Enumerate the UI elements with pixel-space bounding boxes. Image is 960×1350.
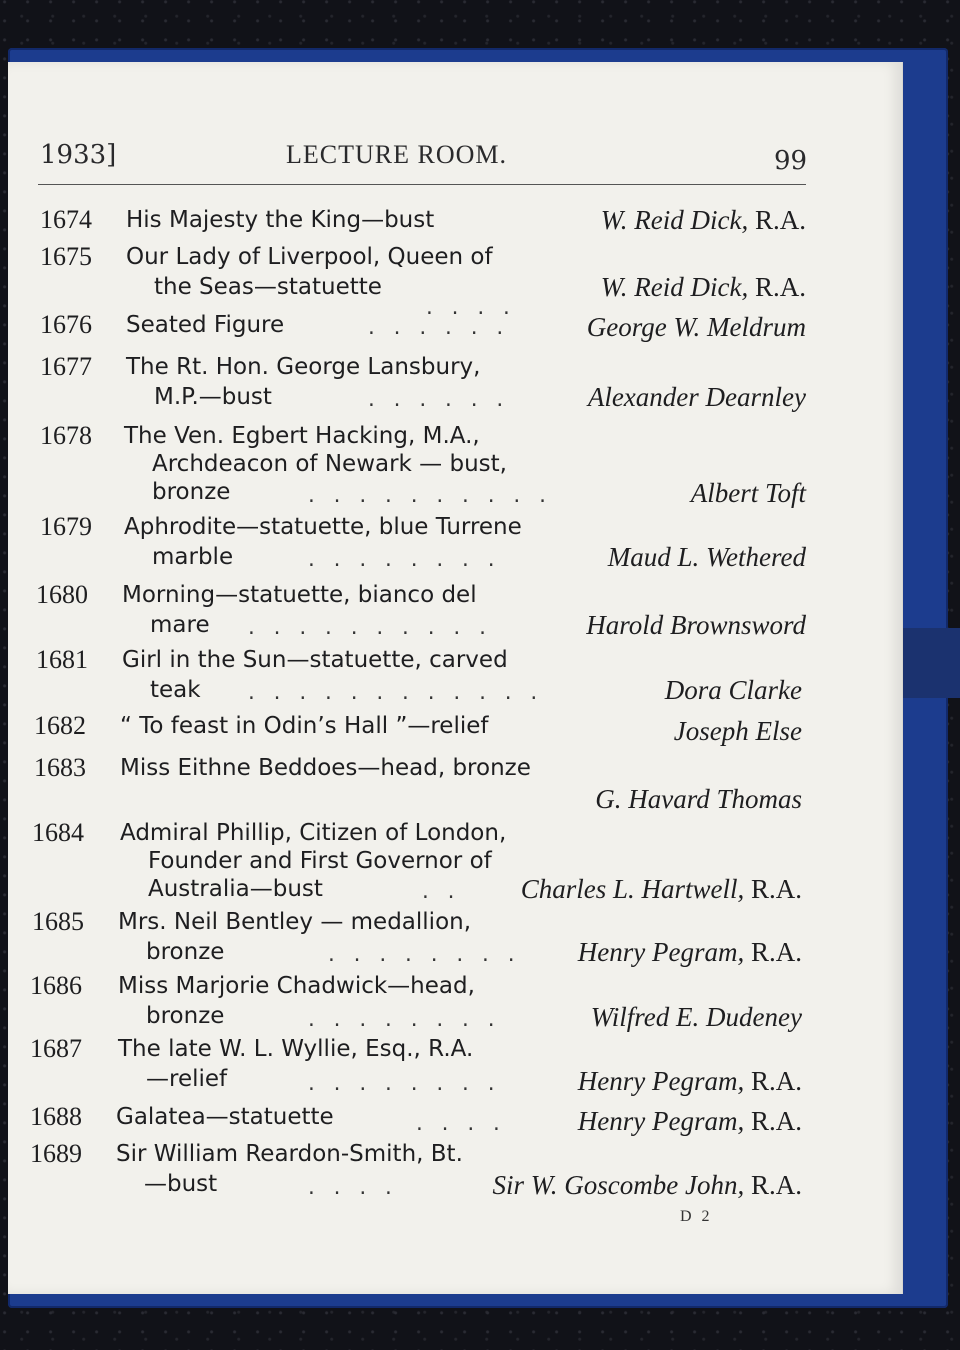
- entry-number: 1677: [40, 352, 92, 381]
- entry-title-line: —bust: [144, 1171, 218, 1197]
- entry-title-line: Galatea—statuette: [116, 1104, 334, 1130]
- leader-dots: . . . .: [424, 298, 514, 319]
- header-year: 1933]: [40, 140, 117, 170]
- artist-name: [674, 716, 802, 746]
- artist-name: [586, 610, 806, 640]
- entry-title-line: Morning—statuette, bianco del: [122, 582, 477, 608]
- entry-title-line: Our Lady of Liverpool, Queen of: [126, 244, 493, 270]
- leader-dots: . . . . . . . .: [306, 1010, 499, 1031]
- leader-dots: . . . .: [306, 1178, 396, 1199]
- entry-number: 1681: [36, 645, 88, 674]
- artist-name-text: Henry Pegram,: [577, 1106, 745, 1136]
- artist-honour: R.A.: [744, 1106, 802, 1136]
- entry-title-line: His Majesty the King—bust: [126, 207, 435, 233]
- artist-name: [587, 312, 806, 342]
- entry-title-line: “ To feast in Odin’s Hall ”—relief: [120, 713, 489, 739]
- entry-title-line: Archdeacon of Newark — bust,: [152, 451, 507, 477]
- bookmark-ribbon: [900, 628, 960, 698]
- entry-title-line: the Seas—statuette: [154, 274, 382, 300]
- leader-dots: . . . . . . . .: [306, 1074, 499, 1095]
- entry-title-line: —relief: [146, 1066, 228, 1092]
- artist-name: [665, 675, 802, 705]
- artist-name-text: Joseph Else: [673, 716, 802, 746]
- artist-name: [493, 1170, 803, 1200]
- entry-title-line: bronze: [152, 479, 231, 505]
- entry-title-line: Admiral Phillip, Citizen of London,: [120, 820, 507, 846]
- artist-name-text: Wilfred E. Dudeney: [590, 1002, 802, 1032]
- artist-name: [578, 1106, 802, 1136]
- leader-dots: . .: [420, 882, 459, 903]
- leader-dots: . . . .: [414, 1114, 504, 1135]
- entry-title-line: Mrs. Neil Bentley — medallion,: [118, 909, 472, 935]
- entry-title-line: Australia—bust: [148, 876, 323, 902]
- entry-title-line: bronze: [146, 939, 225, 965]
- artist-name: [578, 937, 802, 967]
- artist-name-text: Henry Pegram,: [577, 937, 745, 967]
- entry-number: 1675: [40, 242, 92, 271]
- leader-dots: . . . . . .: [366, 318, 508, 339]
- leader-dots: . . . . . . . . . .: [246, 618, 490, 639]
- entry-title-line: teak: [150, 677, 201, 703]
- leader-dots: . . . . . . . .: [326, 945, 519, 966]
- artist-honour: R.A.: [744, 937, 802, 967]
- artist-name-text: Maud L. Wethered: [607, 542, 806, 572]
- entry-title-line: mare: [150, 612, 210, 638]
- entry-number: 1684: [32, 818, 84, 847]
- artist-name: [601, 272, 806, 302]
- header-rule: [38, 184, 806, 185]
- artist-name-text: Charles L. Hartwell,: [520, 874, 745, 904]
- entry-number: 1674: [40, 205, 92, 234]
- entry-title-line: The Ven. Egbert Hacking, M.A.,: [124, 423, 480, 449]
- entry-title-line: Girl in the Sun—statuette, carved: [122, 647, 508, 673]
- entry-title-line: marble: [152, 544, 234, 570]
- leader-dots: . . . . . . . . . .: [306, 486, 550, 507]
- artist-name: [601, 205, 806, 235]
- artist-name: [588, 382, 806, 412]
- artist-name: [591, 1002, 802, 1032]
- artist-honour: R.A.: [748, 205, 806, 235]
- artist-name: [691, 478, 806, 508]
- entry-title-line: Seated Figure: [126, 312, 285, 338]
- signature-mark: D 2: [680, 1208, 713, 1225]
- entry-title-line: The Rt. Hon. George Lansbury,: [126, 354, 481, 380]
- artist-name-text: Dora Clarke: [664, 675, 802, 705]
- leader-dots: . . . . . . . . . . . .: [246, 683, 542, 704]
- entry-number: 1689: [30, 1139, 82, 1168]
- entry-number: 1685: [32, 907, 84, 936]
- artist-name-text: W. Reid Dick,: [600, 272, 749, 302]
- artist-honour: R.A.: [748, 272, 806, 302]
- entry-title-line: The late W. L. Wyllie, Esq., R.A.: [118, 1036, 474, 1062]
- artist-name-text: W. Reid Dick,: [600, 205, 749, 235]
- artist-name-text: Harold Brownsword: [586, 610, 806, 640]
- artist-name-text: Albert Toft: [690, 478, 806, 508]
- entry-title-line: Aphrodite—statuette, blue Turrene: [124, 514, 522, 540]
- entry-number: 1678: [40, 421, 92, 450]
- artist-honour: R.A.: [744, 874, 802, 904]
- entry-title-line: Miss Marjorie Chadwick—head,: [118, 973, 475, 999]
- artist-name-text: G. Havard Thomas: [595, 784, 802, 814]
- entry-title-line: Miss Eithne Beddoes—head, bronze: [120, 755, 531, 781]
- entry-title-line: M.P.—bust: [154, 384, 272, 410]
- entry-number: 1687: [30, 1034, 82, 1063]
- page-title: LECTURE ROOM.: [286, 140, 507, 169]
- artist-name: [595, 784, 802, 814]
- entry-number: 1688: [30, 1102, 82, 1131]
- entry-number: 1679: [40, 512, 92, 541]
- artist-honour: R.A.: [744, 1170, 802, 1200]
- artist-name: [578, 1066, 802, 1096]
- leader-dots: . . . . . . . .: [306, 550, 499, 571]
- artist-honour: R.A.: [744, 1066, 802, 1096]
- entry-number: 1683: [34, 753, 86, 782]
- artist-name: [608, 542, 806, 572]
- artist-name-text: Henry Pegram,: [577, 1066, 745, 1096]
- artist-name: [521, 874, 802, 904]
- entry-title-line: Sir William Reardon-Smith, Bt.: [116, 1141, 463, 1167]
- entry-title-line: bronze: [146, 1003, 225, 1029]
- entry-number: 1676: [40, 310, 92, 339]
- artist-name-text: Alexander Dearnley: [587, 382, 806, 412]
- artist-name-text: George W. Meldrum: [586, 312, 806, 342]
- entry-number: 1680: [36, 580, 88, 609]
- leader-dots: . . . . . .: [366, 390, 508, 411]
- entry-number: 1686: [30, 971, 82, 1000]
- artist-name-text: Sir W. Goscombe John,: [492, 1170, 745, 1200]
- page-number: 99: [774, 146, 808, 176]
- entry-title-line: Founder and First Governor of: [148, 848, 492, 874]
- entry-number: 1682: [34, 711, 86, 740]
